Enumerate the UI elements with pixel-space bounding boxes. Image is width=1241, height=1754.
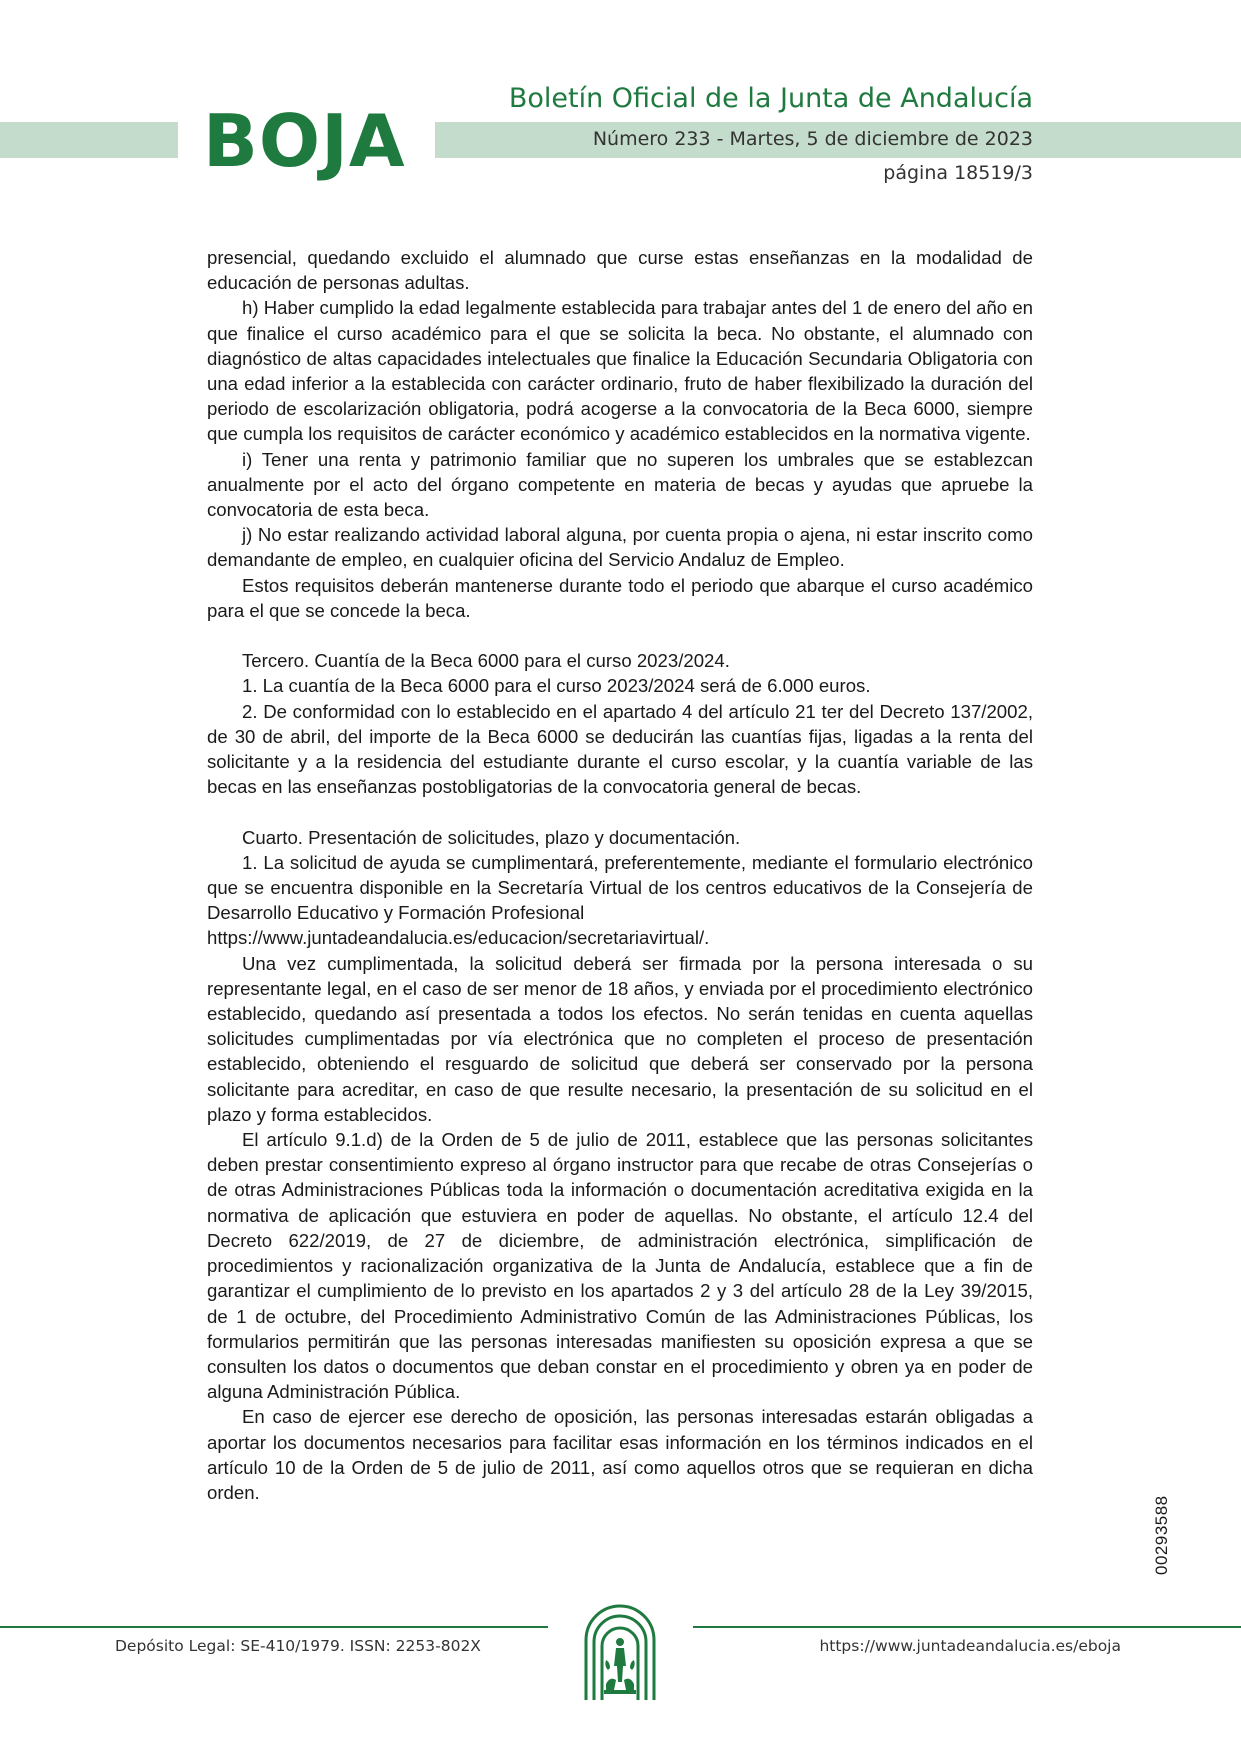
- url-line: https://www.juntadeandalucia.es/educacion/secretariavirtual/.: [207, 927, 710, 949]
- junta-de-andalucia-emblem-icon: [582, 1600, 658, 1704]
- paragraph: 1. La solicitud de ayuda se cumplimentará, preferentemente, mediante el formulario electrónico que se encuentra disponible en la Secretaría Virtual de los centros educativos de la Consejería de Desarrollo Educativo y Formación Profesional: [207, 851, 1033, 924]
- issue-number: Número 233 - Martes, 5 de diciembre de 2023: [592, 128, 1033, 150]
- legal-deposit: Depósito Legal: SE-410/1979. ISSN: 2253-802X: [115, 1637, 481, 1655]
- paragraph: El artículo 9.1.d) de la Orden de 5 de julio de 2011, establece que las personas solicitantes deben prestar consentimiento expreso al órgano instructor para que recabe de otras Consejerías o de otras Administraciones Públicas toda la información o documentación acreditativa exigida en la normativa de aplicación que estuviera en poder de aquellas. No obstante, el artículo 12.4 del Decreto 622/2019, de 27 de diciembre, de administración electrónica, simplificación de procedimientos y racionalización organizativa de la Junta de Andalucía, establece que a fin de garantizar el cumplimiento de lo previsto en los apartados 2 y 3 del artículo 28 de la Ley 39/2015, de 1 de octubre, del Procedimiento Administrativo Común de las Administraciones Públicas, los formularios permitirán que las personas interesadas manifiesten su oposición expresa a que se consulten los datos o documentos que deban constar en el procedimiento y obren ya en poder de alguna Administración Pública.: [207, 1129, 1033, 1403]
- document-body: [207, 245, 1033, 1505]
- paragraph: presencial, quedando excluido el alumnado que curse estas enseñanzas en la modalidad de educación de personas adultas.: [207, 247, 1033, 294]
- paragraph: Una vez cumplimentada, la solicitud deberá ser firmada por la persona interesada o su representante legal, en el caso de ser menor de 18 años, y enviada por el procedimiento electrónico establecido, quedando así presentada a todos los efectos. No serán tenidas en cuenta aquellas solicitudes cumplimentadas por vía electrónica que no completen el proceso de presentación establecido, obteniendo el resguardo de solicitud que deberá ser conservado por la persona solicitante para acreditar, en caso de que resulte necesario, la presentación de su solicitud en el plazo y forma establecidos.: [207, 952, 1033, 1125]
- boja-logo: BOJA: [203, 99, 406, 183]
- footer-url: https://www.juntadeandalucia.es/eboja: [819, 1637, 1121, 1655]
- paragraph: Estos requisitos deberán mantenerse durante todo el periodo que abarque el curso académico para el que se concede la beca.: [207, 574, 1033, 621]
- document-code: 00293588: [1152, 1495, 1171, 1575]
- bulletin-title: Boletín Oficial de la Junta de Andalucía: [508, 83, 1033, 114]
- footer-rule-left: [0, 1626, 548, 1628]
- page-number: página 18519/3: [883, 162, 1033, 184]
- paragraph: j) No estar realizando actividad laboral alguna, por cuenta propia o ajena, ni estar inscrito como demandante de empleo, en cualquier oficina del Servicio Andaluz de Empleo.: [207, 524, 1033, 571]
- section-heading: Cuarto. Presentación de solicitudes, plazo y documentación.: [242, 826, 741, 848]
- paragraph: h) Haber cumplido la edad legalmente establecida para trabajar antes del 1 de enero del año en que finalice el curso académico para el que se solicita la beca. No obstante, el alumnado con diagnóstico de altas capacidades intelectuales que finalice la Educación Secundaria Obligatoria con una edad inferior a la establecida con carácter ordinario, fruto de haber flexibilizado la duración del periodo de escolarización obligatoria, podrá acogerse a la convocatoria de la Beca 6000, siempre que cumpla los requisitos de carácter económico y académico establecidos en la normativa vigente.: [207, 297, 1033, 445]
- footer-rule-right: [693, 1626, 1241, 1628]
- header-band-left: [0, 122, 178, 158]
- paragraph: 1. La cuantía de la Beca 6000 para el curso 2023/2024 será de 6.000 euros.: [242, 675, 871, 697]
- paragraph: En caso de ejercer ese derecho de oposición, las personas interesadas estarán obligadas a aportar los documentos necesarios para facilitar esas información en los términos indicados en el artículo 10 de la Orden de 5 de julio de 2011, así como aquellos otros que se requieran en dicha orden.: [207, 1406, 1033, 1503]
- paragraph: 2. De conformidad con lo establecido en el apartado 4 del artículo 21 ter del Decreto 137/2002, de 30 de abril, del importe de la Beca 6000 se deducirán las cuantías fijas, ligadas a la renta del solicitante y a la residencia del estudiante durante el curso escolar, y la cuantía variable de las becas en las enseñanzas postobligatorias de la convocatoria general de becas.: [207, 700, 1033, 798]
- section-heading: Tercero. Cuantía de la Beca 6000 para el curso 2023/2024.: [242, 650, 730, 672]
- paragraph: i) Tener una renta y patrimonio familiar que no superen los umbrales que se establezcan anualmente por el acto del órgano competente en materia de becas y ayudas que apruebe la convocatoria de esta beca.: [207, 448, 1033, 521]
